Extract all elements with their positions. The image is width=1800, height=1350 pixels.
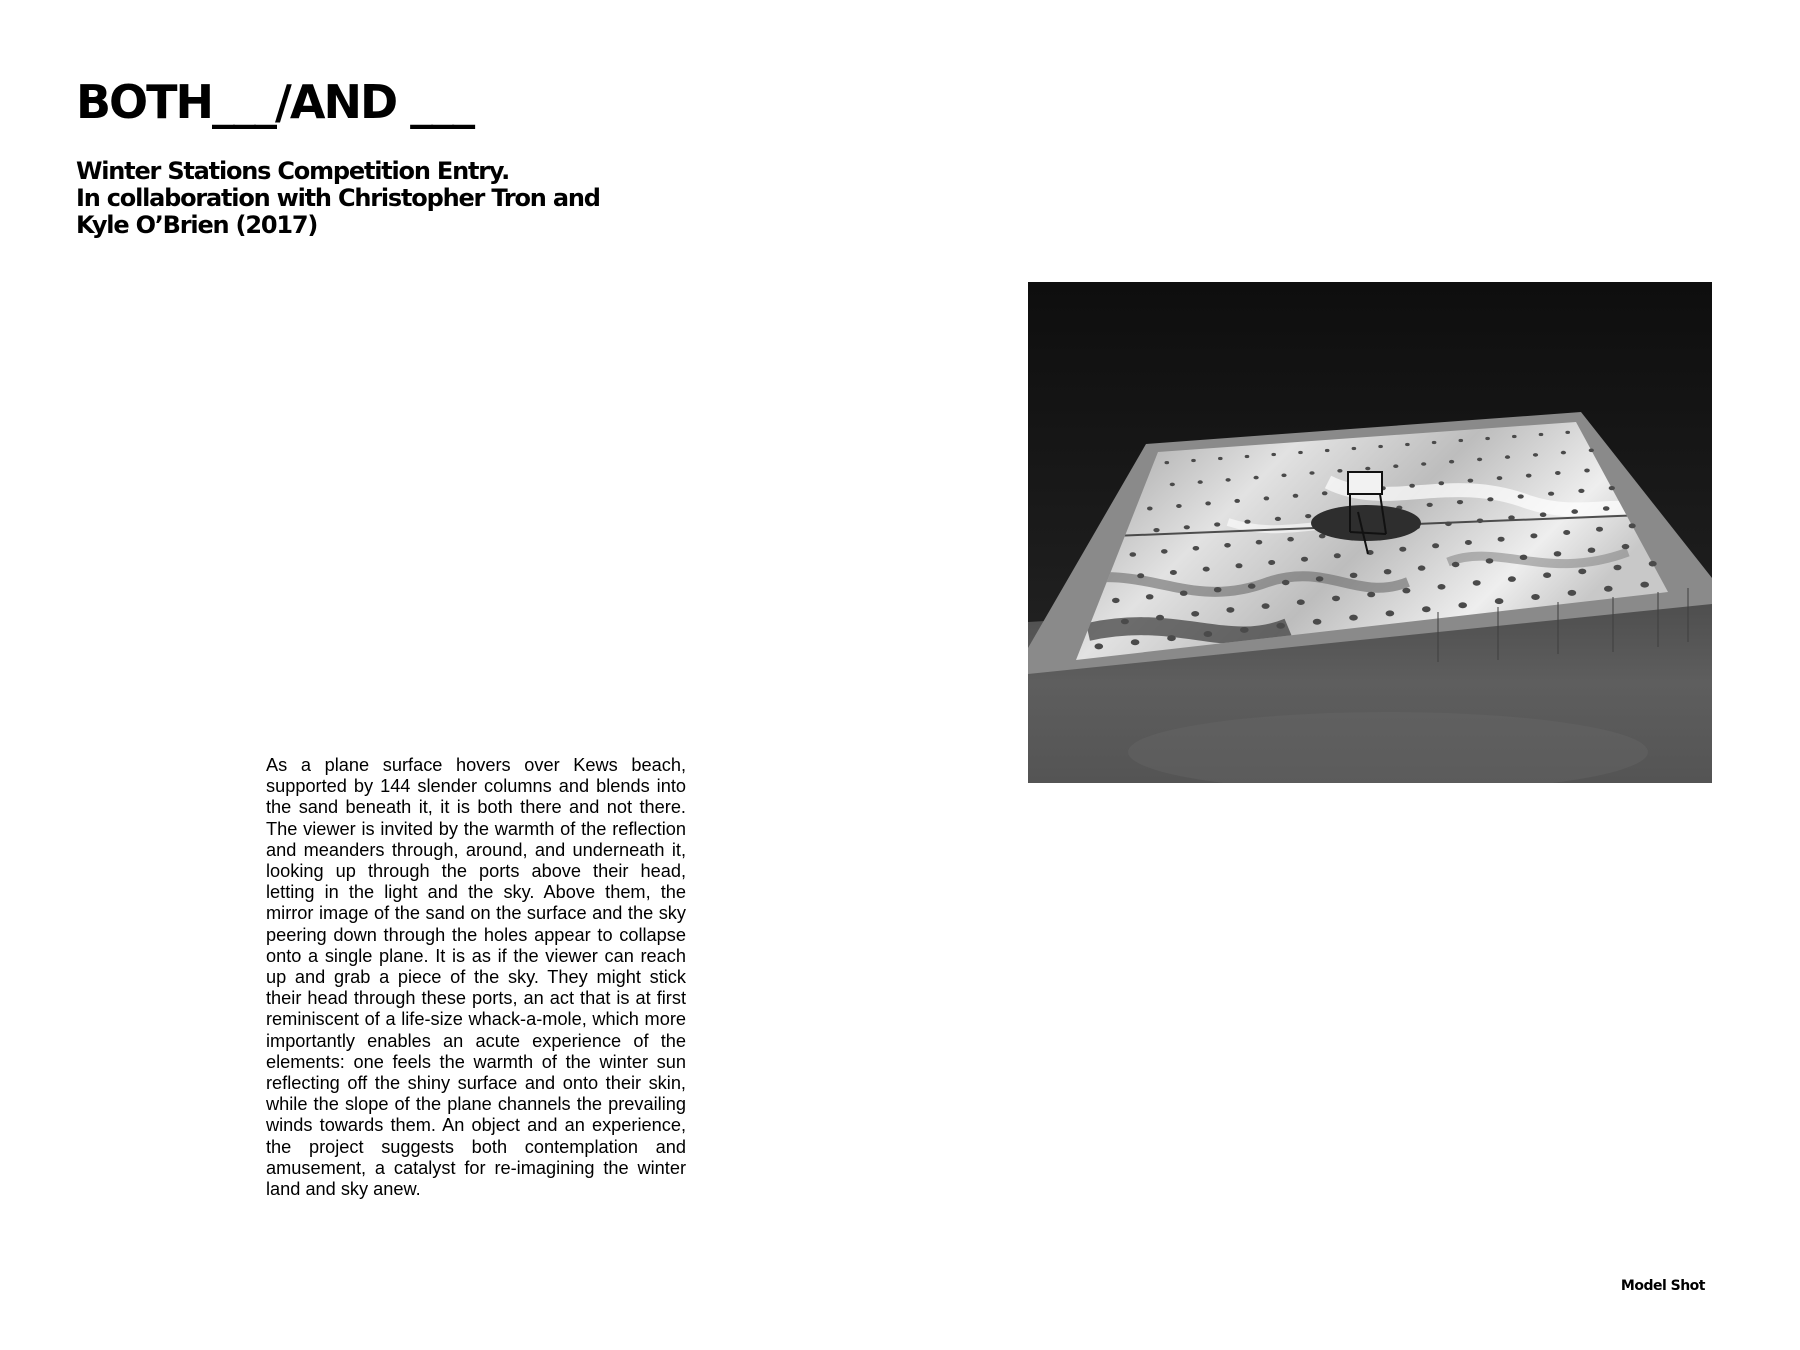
surface-port [1512,435,1517,438]
surface-port [1218,457,1223,460]
surface-port [1236,563,1243,568]
surface-port [1584,469,1590,473]
surface-port [1459,439,1464,442]
surface-port [1421,462,1426,466]
surface-port [1588,548,1596,553]
surface-port [1214,522,1220,526]
page-title: BOTH___/AND ___ [76,75,474,129]
surface-port [1571,509,1578,514]
surface-port [1167,635,1176,641]
surface-port [1386,610,1395,616]
surface-port [1203,567,1210,572]
surface-port [1161,549,1168,554]
surface-port [1473,580,1481,586]
surface-port [1287,537,1294,542]
surface-port [1131,639,1140,645]
surface-port [1432,441,1437,444]
surface-port [1313,619,1322,625]
surface-port [1518,494,1524,498]
surface-port [1533,453,1538,457]
surface-port [1520,555,1528,560]
surface-port [1121,619,1129,625]
surface-port [1614,565,1622,571]
surface-port [1405,443,1410,446]
surface-port [1530,533,1537,538]
surface-port [1445,522,1452,527]
surface-port [1526,474,1532,478]
surface-port [1568,590,1577,596]
surface-port [1498,537,1505,542]
surface-port [1563,530,1570,535]
surface-port [1147,507,1153,511]
surface-port [1156,615,1164,621]
figure-caption: Model Shot [1620,1278,1705,1294]
surface-port [1365,467,1370,471]
surface-port [1254,476,1259,480]
surface-port [1256,540,1263,545]
surface-port [1457,500,1463,504]
surface-port [1402,588,1410,594]
surface-port [1565,431,1570,434]
surface-port [1305,514,1311,518]
subtitle-line: Kyle O’Brien (2017) [76,211,318,239]
surface-port [1505,455,1510,459]
surface-port [1191,459,1196,462]
surface-port [1543,572,1551,578]
surface-port [1325,449,1330,452]
surface-port [1276,623,1285,629]
surface-port [1477,519,1484,524]
surface-port [1449,460,1454,464]
surface-port [1298,451,1303,454]
surface-port [1384,569,1392,574]
surface-port [1334,553,1341,558]
surface-port [1438,584,1446,590]
surface-port [1275,517,1281,521]
surface-port [1176,504,1182,508]
surface-port [1548,492,1554,496]
subtitle-line: In collaboration with Christopher Tron and [76,184,600,212]
surface-port [1193,546,1200,551]
surface-port [1332,596,1340,602]
surface-port [1204,631,1213,637]
project-subtitle [76,158,636,239]
surface-port [1198,480,1203,484]
surface-port [1399,547,1406,552]
surface-port [1293,494,1299,498]
surface-port [1245,455,1250,458]
surface-port [1539,433,1544,436]
surface-port [1170,570,1177,575]
surface-port [1589,449,1594,453]
surface-port [1268,560,1275,565]
surface-port [1378,445,1383,448]
surface-port [1578,569,1586,575]
surface-port [1508,515,1515,520]
surface-port [1554,551,1562,556]
surface-port [1468,479,1474,483]
surface-port [1349,615,1358,621]
surface-port [1427,503,1433,507]
model-photo-illustration [1028,282,1712,783]
surface-port [1531,594,1540,600]
surface-port [1281,474,1286,478]
surface-port [1248,583,1256,588]
surface-port [1322,491,1328,495]
surface-port [1301,557,1308,562]
surface-port [1649,561,1657,567]
surface-port [1477,458,1482,462]
surface-port [1609,486,1615,490]
shadow-disc [1311,505,1421,541]
surface-port [1367,592,1375,598]
surface-port [1214,587,1222,592]
surface-port [1465,540,1472,545]
surface-port [1409,484,1415,488]
surface-port [1640,582,1649,588]
subtitle-line: Winter Stations Competition Entry. [76,157,510,185]
surface-port [1309,471,1314,475]
surface-port [1555,471,1561,475]
surface-port [1508,576,1516,582]
surface-port [1458,602,1467,608]
surface-port [1561,451,1566,455]
surface-port [1604,586,1613,592]
surface-port [1112,598,1120,603]
surface-port [1422,606,1431,612]
surface-port [1191,611,1199,617]
surface-port [1337,469,1342,473]
surface-port [1316,576,1324,581]
model-photo [1028,282,1712,783]
surface-port [1622,544,1630,549]
surface-port [1095,643,1104,649]
surface-port [1486,558,1494,563]
surface-port [1184,525,1190,529]
surface-port [1205,501,1211,505]
surface-port [1240,627,1249,633]
surface-port [1244,520,1250,524]
surface-port [1578,489,1584,493]
surface-port [1439,481,1445,485]
surface-port [1497,476,1503,480]
surface-port [1432,543,1439,548]
surface-port [1262,603,1270,609]
surface-port [1352,447,1357,450]
surface-port [1487,497,1493,501]
surface-port [1224,543,1231,548]
surface-port [1596,527,1603,532]
surface-port [1226,478,1231,482]
project-description: As a plane surface hovers over Kews beach, supported by 144 slender columns and blends into the sand beneath it, it is both there and not there. The viewer is invited by the warmth of the reflection and meanders through, around, and underneath it, looking up through the ports above their head, letting in the light and the sky. Above them, the mirror image of the sand on the surface and the sky peering down through the holes appear to collapse onto a single plane. It is as if the viewer can reach up and grab a piece of the sky. They might stick their head through these ports, an act that is at first reminiscent of a life-size whack-a-mole, which more importantly enables an acute experience of the elements: one feels the warmth of the winter sun reflecting off the shiny surface and onto their skin, while the slope of the plane channels the prevailing winds towards them. An object and an experience, the project suggests both contemplation and amusement, a catalyst for re-imagining the winter land and sky anew. [266,755,686,1200]
surface-port [1393,464,1398,468]
surface-port [1297,599,1305,605]
surface-port [1153,528,1159,532]
surface-port [1540,512,1547,517]
surface-port [1418,565,1426,570]
surface-port [1282,580,1290,585]
surface-port [1165,461,1170,464]
surface-port [1226,607,1234,613]
surface-port [1485,437,1490,440]
surface-port [1146,594,1154,599]
surface-port [1452,562,1460,567]
surface-port [1137,573,1144,578]
surface-port [1264,496,1270,500]
surface-port [1130,552,1137,557]
surface-port [1271,453,1276,456]
surface-port [1603,506,1610,511]
surface-port [1495,598,1504,604]
surface-port [1170,483,1175,487]
surface-port [1350,573,1358,578]
surface-port [1629,523,1636,528]
surface-port [1180,591,1188,596]
surface-port [1234,499,1240,503]
